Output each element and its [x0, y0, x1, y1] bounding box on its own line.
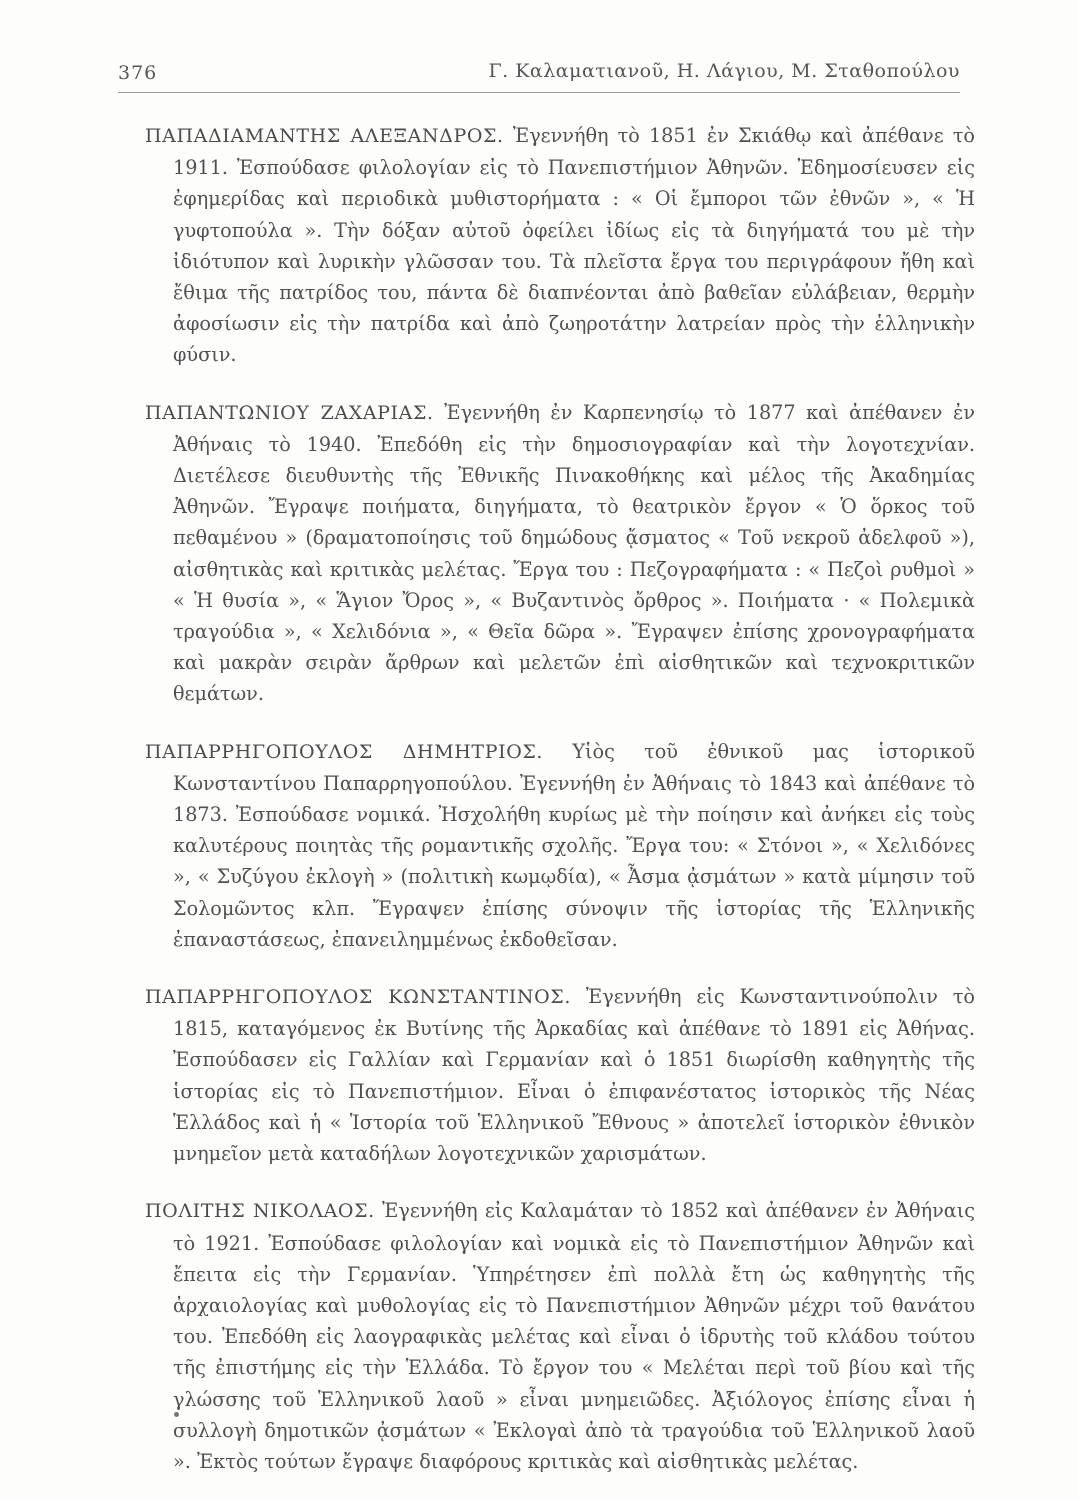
entry-text: Ἐγεννήθη εἰς Κωνσταντινούπολιν τὸ 1815, καταγόμενος ἐκ Βυτίνης τῆς Ἀρκαδίας καὶ ἀπέθανε τὸ 1891 εἰς Ἀθήνας. Ἐσπούδασεν εἰς Γαλλίαν καὶ Γερμανίαν καὶ ὁ 1851 διωρίσθη καθηγητὴς τῆς ἱστορίας εἰς τὸ Πανεπιστήμιον. Εἶναι ὁ ἐπιφανέστατος ἱστορικὸς τῆς Νέας Ἑλλάδος καὶ ἡ « Ἱστορία τοῦ Ἑλληνικοῦ Ἔθνους » ἀποτελεῖ ἱστορικὸν ἐθνικὸν μνημεῖον μετὰ καταδήλων λογοτεχνικῶν χαρισμάτων.: [173, 985, 975, 1166]
entry-paparrigopoulos-konstantinos: [145, 981, 975, 1169]
entry-text: Ἐγεννήθη εἰς Καλαμάταν τὸ 1852 καὶ ἀπέθανεν ἐν Ἀθήναις τὸ 1921. Ἐσπούδασε φιλολογίαν καὶ νομικὰ εἰς τὸ Πανεπιστήμιον Ἀθηνῶν καὶ ἔπειτα εἰς τὴν Γερμανίαν. Ὑπηρέτησεν ἐπὶ πολλὰ ἔτη ὡς καθηγητὴς τῆς ἀρχαιολογίας καὶ μυθολογίας εἰς τὸ Πανεπιστήμιον Ἀθηνῶν μέχρι τοῦ θανάτου του. Ἐπεδόθη εἰς λαογραφικὰς μελέτας καὶ εἶναι ὁ ἱδρυτὴς τοῦ κλάδου τούτου τῆς ἐπιστήμης εἰς τὴν Ἑλλάδα. Τὸ ἔργον του « Μελέται περὶ τοῦ βίου καὶ τῆς γλώσσης τοῦ Ἑλληνικοῦ λαοῦ » εἶναι μνημειῶδες. Ἀξιόλογος ἐπίσης εἶναι ἡ συλλογὴ δημοτικῶν ᾀσμάτων « Ἐκλογαὶ ἀπὸ τὰ τραγούδια τοῦ Ἑλληνικοῦ λαοῦ ». Ἐκτὸς τούτων ἔγραψε διαφόρους κριτικὰς καὶ αἰσθητικὰς μελέτας.: [173, 1199, 975, 1473]
entry-name: ΠΑΠΑΔΙΑΜΑΝΤΗΣ ΑΛΕΞΑΝΔΡΟΣ.: [145, 125, 504, 147]
entry-name: ΠΟΛΙΤΗΣ ΝΙΚΟΛΑΟΣ.: [145, 1200, 375, 1223]
entry-text: Ἐγεννήθη ἐν Καρπενησίῳ τὸ 1877 καὶ ἀπέθανεν ἐν Ἀθήναις τὸ 1940. Ἐπεδόθη εἰς τὴν δημοσιογραφίαν καὶ τὴν λογοτεχνίαν. Διετέλεσε διευθυντὴς τῆς Ἐθνικῆς Πινακοθήκης καὶ μέλος τῆς Ἀκαδημίας Ἀθηνῶν. Ἔγραψε ποιήματα, διηγήματα, τὸ θεατρικὸν ἔργον « Ὁ ὅρκος τοῦ πεθαμένου » (δραματοποίησις τοῦ δημώδους ᾄσματος « Τοῦ νεκροῦ ἀδελφοῦ »), αἰσθητικὰς καὶ κριτικὰς μελέτας. Ἔργα του : Πεζογραφήματα : « Πεζοὶ ρυθμοὶ » « Ἡ θυσία », « Ἅγιον Ὄρος », « Βυζαντινὸς ὄρθρος ». Ποιήματα · « Πολεμικὰ τραγούδια », « Χελιδόνια », « Θεῖα δῶρα ». Ἔγραψεν ἐπίσης χρονογραφήματα καὶ μακρὰν σειρὰν ἄρθρων καὶ μελετῶν ἐπὶ αἰσθητικῶν καὶ τεχνοκριτικῶν θεμάτων.: [173, 400, 975, 706]
entry-text: Υἱὸς τοῦ ἐθνικοῦ μας ἱστορικοῦ Κωνσταντίνου Παπαρρηγοπούλου. Ἐγεννήθη ἐν Ἀθήναις τὸ 1843 καὶ ἀπέθανε τὸ 1873. Ἐσπούδασε νομικά. Ἠσχολήθη κυρίως μὲ τὴν ποίησιν καὶ ἀνήκει εἰς τοὺς καλυτέρους ποιητὰς τῆς ρομαντικῆς σχολῆς. Ἔργα του: « Στόνοι », « Χελιδόνες », « Συζύγου ἐκλογὴ » (πολιτικὴ κωμῳδία), « Ἆσμα ᾀσμάτων » κατὰ μίμησιν τοῦ Σολομῶντος κλπ. Ἔγραψεν ἐπίσης σύνοψιν τῆς ἱστορίας τῆς Ἑλληνικῆς ἐπαναστάσεως, ἐπανειλημμένως ἐκδοθεῖσαν.: [173, 739, 975, 951]
entry-paparrigopoulos-dimitrios: [145, 736, 975, 955]
entry-text: Ἐγεννήθη τὸ 1851 ἐν Σκιάθῳ καὶ ἀπέθανε τὸ 1911. Ἐσπούδασε φιλολογίαν εἰς τὸ Πανεπιστήμιον Ἀθηνῶν. Ἐδημοσίευσεν εἰς ἐφημερίδας καὶ περιοδικὰ μυθιστορήματα : « Οἱ ἔμποροι τῶν ἐθνῶν », « Ἡ γυφτοπούλα ». Τὴν δόξαν αὐτοῦ ὀφείλει ἰδίως εἰς τὰ διηγήματά του μὲ τὴν ἰδιότυπον καὶ λυρικὴν γλῶσσαν του. Τὰ πλεῖστα ἔργα του περιγράφουν ἤθη καὶ ἔθιμα τῆς πατρίδος του, πάντα δὲ διαπνέονται ἀπὸ βαθεῖαν εὐλάβειαν, θερμὴν ἀφοσίωσιν εἰς τὴν πατρίδα καὶ ἀπὸ ζωηροτάτην λατρείαν πρὸς τὴν ἑλληνικὴν φύσιν.: [173, 124, 975, 367]
entry-name: ΠΑΠΑΡΡΗΓΟΠΟΥΛΟΣ ΔΗΜΗΤΡΙΟΣ.: [145, 740, 544, 763]
entry-name: ΠΑΠΑΝΤΩΝΙΟΥ ΖΑΧΑΡΙΑΣ.: [145, 401, 434, 424]
entry-papadiamantis: [145, 120, 975, 371]
ink-dot: [174, 1412, 179, 1417]
entries-list: [145, 120, 975, 1503]
entry-politis: [145, 1195, 975, 1477]
entry-name: ΠΑΠΑΡΡΗΓΟΠΟΥΛΟΣ ΚΩΝΣΤΑΝΤΙΝΟΣ.: [145, 986, 571, 1009]
page-header: [118, 58, 960, 92]
running-head: Γ. Καλαματιανοῦ, Η. Λάγιου, Μ. Σταθοπούλου: [488, 60, 960, 82]
entry-papantoniou: [145, 397, 975, 710]
page-number: 376: [118, 62, 158, 84]
header-rule: [118, 92, 960, 93]
